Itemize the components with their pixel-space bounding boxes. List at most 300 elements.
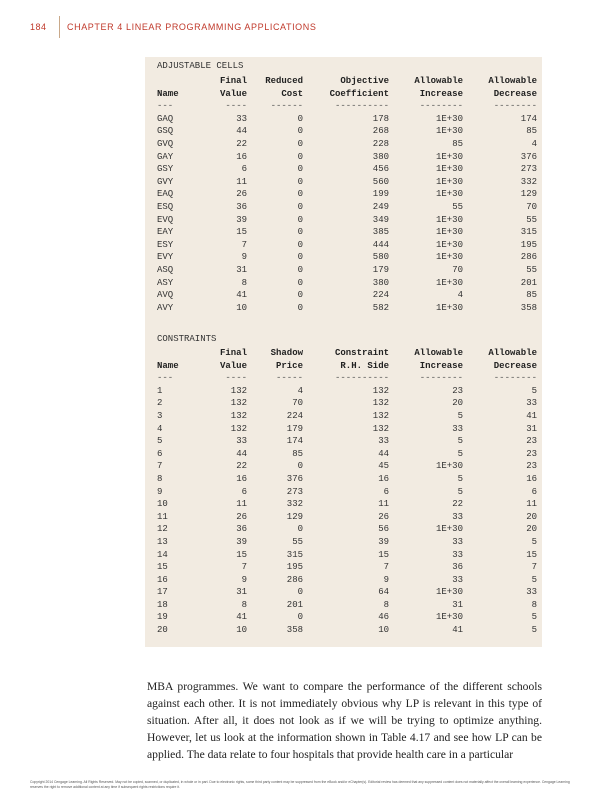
table-row-cell: 315 <box>520 227 537 238</box>
table-row <box>155 226 537 239</box>
table-row-cell: 195 <box>286 562 303 573</box>
dash-row-cell: ------ <box>270 101 303 112</box>
header-row-cell: Allowable <box>414 348 463 358</box>
table-row-cell: 46 <box>378 612 389 623</box>
table-row <box>155 574 537 587</box>
table-row-cell: 0 <box>297 126 303 137</box>
table-row-cell: 376 <box>286 473 303 484</box>
table-row-cell: 85 <box>526 126 537 137</box>
table-row-cell: 7 <box>383 562 389 573</box>
table-row-cell: 26 <box>378 511 389 522</box>
table-row-cell: 224 <box>372 290 389 301</box>
table-row <box>155 163 537 176</box>
table-row-cell: 132 <box>230 423 247 434</box>
table-row-cell: 5 <box>531 625 537 636</box>
table-row-cell: GSY <box>157 164 174 175</box>
table-row-cell: 385 <box>372 227 389 238</box>
table-row-cell: 1E+30 <box>435 277 463 288</box>
table-row-cell: 315 <box>286 549 303 560</box>
table-row-cell: 174 <box>520 113 537 124</box>
constraints-table <box>155 347 537 637</box>
header-row-cell: Increase <box>419 360 463 371</box>
table-row-cell: 17 <box>157 587 168 598</box>
table-row-cell: 129 <box>520 189 537 200</box>
header-row-cell: Decrease <box>493 88 537 99</box>
table-row-cell: 1E+30 <box>435 227 463 238</box>
table-row-cell: GAY <box>157 151 174 162</box>
table-row-cell: 0 <box>297 239 303 250</box>
table-row <box>155 536 537 549</box>
table-row-cell: 20 <box>526 524 537 535</box>
table-row-cell: 16 <box>526 473 537 484</box>
table-row <box>155 624 537 637</box>
table-row-cell: 1E+30 <box>435 126 463 137</box>
table-row-cell: 1E+30 <box>435 252 463 263</box>
table-row-cell: 249 <box>372 201 389 212</box>
table-row-cell: 22 <box>452 499 463 510</box>
table-row-cell: GVY <box>157 176 174 187</box>
sensitivity-report-panel <box>145 57 542 647</box>
dash-row <box>155 372 537 385</box>
table-row-cell: 23 <box>526 448 537 459</box>
table-row-cell: 201 <box>520 277 537 288</box>
table-row-cell: EAQ <box>157 189 174 200</box>
table-row-cell: 1E+30 <box>435 612 463 623</box>
table-row <box>155 176 537 189</box>
table-row-cell: 0 <box>297 113 303 124</box>
header-row-cell: Objective <box>340 76 389 86</box>
header-divider <box>59 16 60 38</box>
table-row-cell: 33 <box>378 436 389 447</box>
table-row <box>155 113 537 126</box>
table-row-cell: AVQ <box>157 290 174 301</box>
table-row-cell: 358 <box>520 302 537 313</box>
table-row <box>155 448 537 461</box>
table-row-cell: 9 <box>157 486 163 497</box>
table-row-cell: 201 <box>286 599 303 610</box>
table-row-cell: 6 <box>241 486 247 497</box>
table-row <box>155 410 537 423</box>
table-row-cell: 31 <box>236 264 247 275</box>
table-row-cell: 16 <box>157 574 168 585</box>
table-row-cell: 0 <box>297 138 303 149</box>
table-row-cell: 332 <box>520 176 537 187</box>
table-row-cell: 20 <box>452 398 463 409</box>
table-row-cell: 15 <box>236 227 247 238</box>
table-row-cell: 0 <box>297 227 303 238</box>
table-row <box>155 214 537 227</box>
table-row <box>155 151 537 164</box>
table-row-cell: 4 <box>457 290 463 301</box>
header-row-cell: Value <box>219 88 247 99</box>
dash-row-cell: --- <box>157 101 174 112</box>
header-row-cell: R.H. Side <box>340 360 389 371</box>
table-row-cell: 11 <box>526 499 537 510</box>
table-row-cell: 195 <box>520 239 537 250</box>
table-row-cell: 33 <box>452 423 463 434</box>
table-row-cell: 20 <box>526 511 537 522</box>
table-row <box>155 599 537 612</box>
table-row-cell: 332 <box>286 499 303 510</box>
table-row <box>155 125 537 138</box>
header-row <box>155 360 537 373</box>
table-row-cell: 5 <box>457 436 463 447</box>
table-row-cell: 14 <box>157 549 168 560</box>
table-row-cell: EVQ <box>157 214 174 225</box>
table-row-cell: 33 <box>452 536 463 547</box>
table-row-cell: EAY <box>157 227 174 238</box>
table-row <box>155 264 537 277</box>
table-row-cell: 44 <box>236 448 247 459</box>
table-row-cell: AVY <box>157 302 174 313</box>
table-row-cell: 380 <box>372 277 389 288</box>
table-row-cell: 55 <box>526 264 537 275</box>
table-row-cell: 85 <box>452 138 463 149</box>
table-row-cell: 5 <box>531 385 537 396</box>
table-row-cell: 10 <box>157 499 168 510</box>
header-row-cell: Cost <box>281 88 303 99</box>
header-row-cell: Value <box>219 360 247 371</box>
header-row <box>155 347 537 360</box>
table-row-cell: 26 <box>236 511 247 522</box>
table-row-cell: 0 <box>297 461 303 472</box>
table-row-cell: 1E+30 <box>435 239 463 250</box>
table-row-cell: 228 <box>372 138 389 149</box>
table-row <box>155 239 537 252</box>
table-row-cell: 10 <box>236 302 247 313</box>
table-row <box>155 511 537 524</box>
table-row-cell: 7 <box>531 562 537 573</box>
table-row-cell: 64 <box>378 587 389 598</box>
table-row <box>155 188 537 201</box>
table-row-cell: 0 <box>297 214 303 225</box>
table-row-cell: 15 <box>526 549 537 560</box>
table-row-cell: 1E+30 <box>435 214 463 225</box>
table-row-cell: 0 <box>297 201 303 212</box>
header-row-cell: Final <box>219 76 247 86</box>
table-row-cell: ASY <box>157 277 174 288</box>
table-row-cell: 1 <box>157 385 163 396</box>
table-row-cell: 444 <box>372 239 389 250</box>
table-row <box>155 486 537 499</box>
table-row <box>155 302 537 315</box>
header-row-cell: Shadow <box>270 348 303 358</box>
table-row-cell: 85 <box>526 290 537 301</box>
table-row-cell: 349 <box>372 214 389 225</box>
table-row-cell: 132 <box>230 398 247 409</box>
header-row-cell: Allowable <box>488 348 537 358</box>
table-row <box>155 473 537 486</box>
table-row-cell: 16 <box>378 473 389 484</box>
table-row-cell: 9 <box>241 252 247 263</box>
table-row-cell: 12 <box>157 524 168 535</box>
table-row-cell: 56 <box>378 524 389 535</box>
table-row-cell: 44 <box>378 448 389 459</box>
table-row-cell: 6 <box>157 448 163 459</box>
table-row-cell: 6 <box>531 486 537 497</box>
table-row-cell: 174 <box>286 436 303 447</box>
table-row-cell: 22 <box>236 138 247 149</box>
table-row-cell: 13 <box>157 536 168 547</box>
dash-row <box>155 100 537 113</box>
header-row-cell: Price <box>275 360 303 371</box>
table-row-cell: 8 <box>531 599 537 610</box>
table-row-cell: 55 <box>452 201 463 212</box>
running-header <box>30 22 590 36</box>
table-row-cell: 179 <box>372 264 389 275</box>
table-row-cell: 33 <box>236 113 247 124</box>
table-row-cell: 20 <box>157 625 168 636</box>
table-row-cell: 15 <box>236 549 247 560</box>
dash-row-cell: -------- <box>493 101 537 112</box>
table-row <box>155 289 537 302</box>
header-row-cell: Name <box>157 360 179 371</box>
table-row-cell: 6 <box>383 486 389 497</box>
table-row-cell: 9 <box>383 574 389 585</box>
table-row-cell: 55 <box>292 536 303 547</box>
header-row-cell: Allowable <box>488 76 537 86</box>
table-row-cell: 5 <box>457 473 463 484</box>
table-row-cell: 1E+30 <box>435 164 463 175</box>
table-row-cell: 376 <box>520 151 537 162</box>
table-row-cell: 456 <box>372 164 389 175</box>
table-row-cell: 0 <box>297 176 303 187</box>
table-row <box>155 561 537 574</box>
table-row-cell: 1E+30 <box>435 113 463 124</box>
table-row-cell: 2 <box>157 398 163 409</box>
table-row-cell: 70 <box>292 398 303 409</box>
table-row-cell: GVQ <box>157 138 174 149</box>
table-row-cell: 31 <box>236 587 247 598</box>
table-row-cell: 23 <box>526 436 537 447</box>
table-row-cell: 268 <box>372 126 389 137</box>
table-row-cell: 8 <box>383 599 389 610</box>
header-row <box>155 88 537 101</box>
table-row-cell: 85 <box>292 448 303 459</box>
table-row-cell: 0 <box>297 587 303 598</box>
table-row-cell: 55 <box>526 214 537 225</box>
table-row-cell: 1E+30 <box>435 151 463 162</box>
table-row-cell: 5 <box>457 486 463 497</box>
table-row-cell: 9 <box>241 574 247 585</box>
dash-row-cell: ---------- <box>334 101 389 112</box>
table-row-cell: 5 <box>157 436 163 447</box>
header-row-cell: Reduced <box>265 76 303 86</box>
header-row-cell: Increase <box>419 88 463 99</box>
table-row-cell: 5 <box>531 536 537 547</box>
table-row-cell: 273 <box>520 164 537 175</box>
table-row-cell: 1E+30 <box>435 189 463 200</box>
dash-row-cell: ---------- <box>334 373 389 384</box>
table-row-cell: ESY <box>157 239 174 250</box>
header-row-cell: Allowable <box>414 76 463 86</box>
dash-row-cell: --- <box>157 373 174 384</box>
table-row <box>155 549 537 562</box>
table-row-cell: 8 <box>241 599 247 610</box>
table-row-cell: 132 <box>372 385 389 396</box>
table-row-cell: 33 <box>452 549 463 560</box>
dash-row-cell: -------- <box>419 101 463 112</box>
table-row-cell: 132 <box>372 398 389 409</box>
table-row-cell: 129 <box>286 511 303 522</box>
body-paragraph: MBA programmes. We want to compare the performance of the different schools against each other. It is not immediately obvious why LP is relevant in this type of situation. After all, it does not look as if we will be trying to optimize anything. However, let us look at the information shown in Table 4.17 and see how LP can be applied. The data relate to four hospitals that provide health care in a particular <box>147 680 542 761</box>
table-row-cell: 224 <box>286 410 303 421</box>
dash-row-cell: -------- <box>419 373 463 384</box>
table-row <box>155 435 537 448</box>
table-row-cell: 0 <box>297 164 303 175</box>
table-row-cell: GAQ <box>157 113 174 124</box>
table-row-cell: 23 <box>526 461 537 472</box>
table-row-cell: 0 <box>297 151 303 162</box>
table-row-cell: 178 <box>372 113 389 124</box>
table-row-cell: 33 <box>236 436 247 447</box>
table-row-cell: 560 <box>372 176 389 187</box>
table-row-cell: 7 <box>241 239 247 250</box>
table-row-cell: 33 <box>526 587 537 598</box>
table-row-cell: ASQ <box>157 264 174 275</box>
header-row-cell: Name <box>157 88 179 99</box>
table-row-cell: 132 <box>230 410 247 421</box>
table-row-cell: 0 <box>297 290 303 301</box>
header-row-cell <box>155 347 199 360</box>
table-row-cell: 1E+30 <box>435 524 463 535</box>
table-row-cell: 16 <box>236 151 247 162</box>
table-row-cell: 70 <box>526 201 537 212</box>
header-row-cell: Decrease <box>493 360 537 371</box>
header-row-cell: Final <box>219 348 247 358</box>
table-row <box>155 277 537 290</box>
table-row-cell: 44 <box>236 126 247 137</box>
table-row-cell: ESQ <box>157 201 174 212</box>
table-row-cell: 5 <box>457 410 463 421</box>
table-row-cell: 39 <box>378 536 389 547</box>
header-row <box>155 75 537 88</box>
table-row-cell: 4 <box>531 138 537 149</box>
constraints-title: CONSTRAINTS <box>157 334 217 344</box>
table-row-cell: 11 <box>236 499 247 510</box>
table-row <box>155 138 537 151</box>
table-row-cell: 132 <box>372 410 389 421</box>
table-row-cell: 273 <box>286 486 303 497</box>
table-row-cell: 0 <box>297 189 303 200</box>
table-row <box>155 251 537 264</box>
table-row-cell: 4 <box>297 385 303 396</box>
table-row-cell: 286 <box>520 252 537 263</box>
table-row-cell: 36 <box>236 201 247 212</box>
table-row-cell: 580 <box>372 252 389 263</box>
dash-row-cell: ----- <box>275 373 303 384</box>
table-row-cell: 1E+30 <box>435 176 463 187</box>
table-row-cell: 19 <box>157 612 168 623</box>
dash-row-cell: -------- <box>493 373 537 384</box>
table-row-cell: 11 <box>236 176 247 187</box>
table-row-cell: 358 <box>286 625 303 636</box>
table-row-cell: 1E+30 <box>435 587 463 598</box>
table-row <box>155 498 537 511</box>
table-row-cell: 7 <box>241 562 247 573</box>
table-row-cell: 0 <box>297 524 303 535</box>
table-row-cell: 10 <box>236 625 247 636</box>
table-row-cell: 132 <box>372 423 389 434</box>
table-row <box>155 460 537 473</box>
table-row-cell: 4 <box>157 423 163 434</box>
table-row-cell: 7 <box>157 461 163 472</box>
table-row-cell: 33 <box>452 511 463 522</box>
table-row-cell: 5 <box>531 612 537 623</box>
table-row-cell: 31 <box>452 599 463 610</box>
table-row-cell: 0 <box>297 277 303 288</box>
table-row-cell: 41 <box>236 612 247 623</box>
table-row-cell: 10 <box>378 625 389 636</box>
table-row-cell: 22 <box>236 461 247 472</box>
table-row-cell: 132 <box>230 385 247 396</box>
chapter-title: CHAPTER 4 LINEAR PROGRAMMING APPLICATIONS <box>67 22 317 32</box>
table-row-cell: 39 <box>236 214 247 225</box>
table-row-cell: 33 <box>452 574 463 585</box>
table-row-cell: 41 <box>452 625 463 636</box>
table-row-cell: 3 <box>157 410 163 421</box>
table-row <box>155 423 537 436</box>
table-row-cell: 11 <box>157 511 168 522</box>
dash-row-cell: ---- <box>225 101 247 112</box>
table-row-cell: 0 <box>297 302 303 313</box>
table-row-cell: 33 <box>526 398 537 409</box>
table-row-cell: 15 <box>378 549 389 560</box>
table-row-cell: 23 <box>452 385 463 396</box>
table-row-cell: 39 <box>236 536 247 547</box>
header-row-cell: Constraint <box>334 348 389 358</box>
table-row-cell: 0 <box>297 264 303 275</box>
table-row-cell: 1E+30 <box>435 302 463 313</box>
table-row-cell: 36 <box>452 562 463 573</box>
table-row-cell: 5 <box>457 448 463 459</box>
adjustable-cells-table <box>155 75 537 314</box>
table-row-cell: GSQ <box>157 126 174 137</box>
table-row-cell: 179 <box>286 423 303 434</box>
table-row-cell: 36 <box>236 524 247 535</box>
dash-row-cell: ---- <box>225 373 247 384</box>
table-row-cell: 5 <box>531 574 537 585</box>
table-row-cell: 1E+30 <box>435 461 463 472</box>
table-row-cell: 41 <box>236 290 247 301</box>
table-row-cell: 286 <box>286 574 303 585</box>
table-row-cell: 26 <box>236 189 247 200</box>
table-row-cell: 199 <box>372 189 389 200</box>
table-row-cell: 45 <box>378 461 389 472</box>
adjustable-cells-title: ADJUSTABLE CELLS <box>157 61 244 71</box>
header-row-cell <box>155 75 199 88</box>
table-row-cell: 8 <box>241 277 247 288</box>
table-row <box>155 523 537 536</box>
table-row-cell: 31 <box>526 423 537 434</box>
table-row-cell: 0 <box>297 612 303 623</box>
table-row <box>155 385 537 398</box>
table-row-cell: 582 <box>372 302 389 313</box>
table-row-cell: 41 <box>526 410 537 421</box>
page-number: 184 <box>30 22 47 32</box>
table-row <box>155 586 537 599</box>
table-row-cell: 18 <box>157 599 168 610</box>
header-row-cell: Coefficient <box>329 88 389 99</box>
table-row-cell: EVY <box>157 252 174 263</box>
table-row <box>155 201 537 214</box>
copyright-footer: Copyright 2014 Cengage Learning. All Rights Reserved. May not be copied, scanned, or duplicated, in whole or in part. Due to electronic rights, some third party content may be suppressed from the eBook and/or eChapter(s). Editorial review has deemed that any suppressed content does not materially affect the overall learning experience. Cengage Learning reserves the right to remove additional content at any time if subsequent rights restrictions require it. <box>30 780 570 789</box>
table-row <box>155 397 537 410</box>
table-row-cell: 11 <box>378 499 389 510</box>
table-row <box>155 611 537 624</box>
table-row-cell: 6 <box>241 164 247 175</box>
table-row-cell: 8 <box>157 473 163 484</box>
